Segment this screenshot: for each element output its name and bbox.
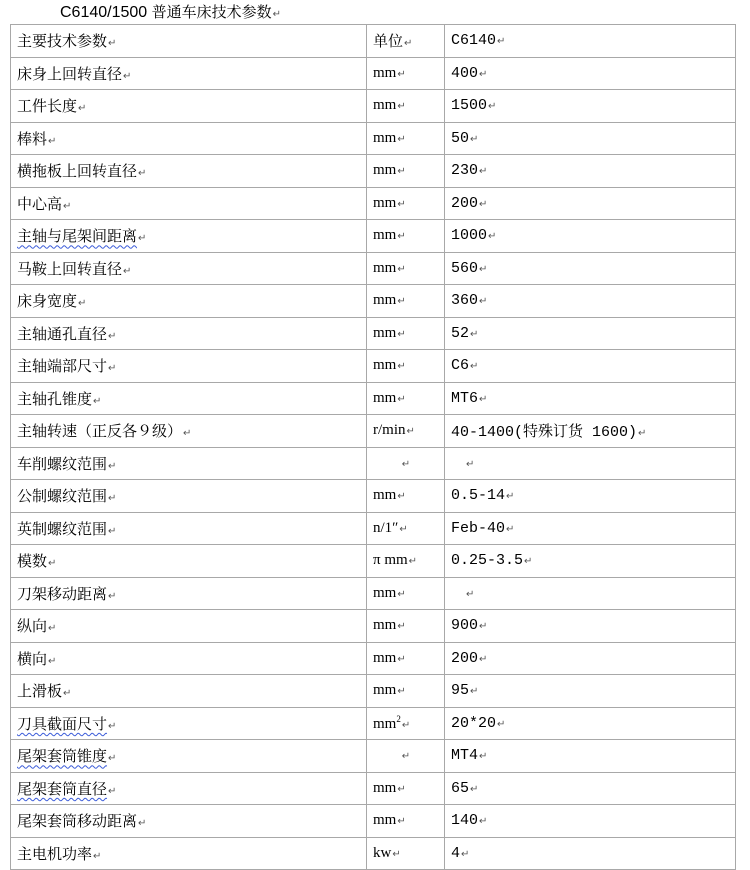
value-cell <box>445 382 736 415</box>
param-cell <box>11 805 367 838</box>
value-cell <box>445 480 736 513</box>
unit-cell <box>367 707 445 740</box>
unit-text: mm <box>373 259 397 276</box>
document-title <box>60 1 281 23</box>
unit-cell <box>367 642 445 675</box>
table-row <box>11 642 736 675</box>
table-row <box>11 707 736 740</box>
value-cell <box>445 837 736 870</box>
paragraph-mark: ↵ <box>466 458 475 470</box>
paragraph-mark: ↵ <box>63 688 72 700</box>
paragraph-mark: ↵ <box>48 558 57 570</box>
param-name: 公制螺纹范围 <box>17 487 108 506</box>
unit-cell <box>367 740 445 773</box>
paragraph-mark: ↵ <box>479 621 488 633</box>
paragraph-mark: ↵ <box>488 231 497 243</box>
value-cell <box>445 155 736 188</box>
paragraph-mark: ↵ <box>392 848 401 860</box>
header-value-cell <box>445 25 736 58</box>
paragraph-mark: ↵ <box>397 263 406 275</box>
paragraph-mark: ↵ <box>470 686 479 698</box>
header-param: 主要技术参数 <box>17 32 108 51</box>
param-cell <box>11 155 367 188</box>
value-cell <box>445 317 736 350</box>
value-cell <box>445 740 736 773</box>
value-text: 200 <box>451 649 479 667</box>
table-row <box>11 837 736 870</box>
table-row <box>11 805 736 838</box>
param-cell <box>11 740 367 773</box>
unit-cell <box>367 220 445 253</box>
unit-superscript: 2 <box>396 713 401 724</box>
param-cell <box>11 317 367 350</box>
unit-cell <box>367 447 445 480</box>
param-cell <box>11 610 367 643</box>
table-row <box>11 772 736 805</box>
paragraph-mark: ↵ <box>397 783 406 795</box>
table-row <box>11 740 736 773</box>
header-unit-cell <box>367 25 445 58</box>
table-row <box>11 57 736 90</box>
paragraph-mark: ↵ <box>397 621 406 633</box>
param-cell <box>11 642 367 675</box>
param-name: 横向 <box>17 649 48 668</box>
paragraph-mark: ↵ <box>466 588 475 600</box>
value-text: 1500 <box>451 97 488 115</box>
paragraph-mark: ↵ <box>479 816 488 828</box>
paragraph-mark: ↵ <box>108 493 117 505</box>
unit-cell <box>367 837 445 870</box>
spec-table-body <box>11 25 736 870</box>
unit-text: mm <box>373 617 397 634</box>
paragraph-mark: ↵ <box>397 588 406 600</box>
param-name: 纵向 <box>17 617 48 636</box>
unit-cell <box>367 415 445 448</box>
value-text: 900 <box>451 617 479 635</box>
paragraph-mark: ↵ <box>108 363 117 375</box>
param-cell <box>11 350 367 383</box>
paragraph-mark: ↵ <box>524 556 533 568</box>
paragraph-mark: ↵ <box>479 653 488 665</box>
value-text: 20*20 <box>451 714 497 732</box>
unit-text: mm <box>373 194 397 211</box>
unit-cell <box>367 122 445 155</box>
param-name: 工件长度 <box>17 97 78 116</box>
param-name: 中心高 <box>17 194 63 213</box>
value-text: 0.5-14 <box>451 487 506 505</box>
param-cell <box>11 187 367 220</box>
unit-text: π mm <box>373 552 408 569</box>
table-row <box>11 512 736 545</box>
table-row <box>11 252 736 285</box>
value-cell <box>445 122 736 155</box>
unit-cell <box>367 382 445 415</box>
param-cell <box>11 707 367 740</box>
value-cell <box>445 772 736 805</box>
unit-text: mm <box>373 812 397 829</box>
paragraph-mark: ↵ <box>397 361 406 373</box>
unit-cell <box>367 610 445 643</box>
value-cell <box>445 545 736 578</box>
param-name: 主轴与尾架间距离 <box>17 227 138 246</box>
param-name: 横拖板上回转直径 <box>17 162 138 181</box>
paragraph-mark: ↵ <box>506 523 515 535</box>
param-cell <box>11 122 367 155</box>
header-unit: 单位 <box>373 32 404 51</box>
param-name: 模数 <box>17 552 48 571</box>
paragraph-mark: ↵ <box>488 101 497 113</box>
unit-cell <box>367 285 445 318</box>
table-row <box>11 610 736 643</box>
paragraph-mark: ↵ <box>63 200 72 212</box>
table-row <box>11 122 736 155</box>
table-row <box>11 285 736 318</box>
param-cell <box>11 512 367 545</box>
title-text: 普通车床技术参数 <box>151 3 272 21</box>
value-text: 1000 <box>451 227 488 245</box>
unit-text: mm <box>373 682 397 699</box>
paragraph-mark: ↵ <box>479 198 488 210</box>
value-text: 560 <box>451 259 479 277</box>
param-cell <box>11 837 367 870</box>
value-cell <box>445 220 736 253</box>
table-row <box>11 447 736 480</box>
paragraph-mark: ↵ <box>123 70 132 82</box>
header-value: C6140 <box>451 32 497 50</box>
table-row <box>11 675 736 708</box>
paragraph-mark: ↵ <box>470 133 479 145</box>
param-name: 尾架套筒移动距离 <box>17 812 138 831</box>
paragraph-mark: ↵ <box>108 525 117 537</box>
paragraph-mark: ↵ <box>108 720 117 732</box>
unit-cell <box>367 187 445 220</box>
value-text: 360 <box>451 292 479 310</box>
param-cell <box>11 675 367 708</box>
unit-text: kw <box>373 844 392 861</box>
unit-text: mm <box>373 389 397 406</box>
unit-text: r/min <box>373 422 406 439</box>
paragraph-mark: ↵ <box>48 655 57 667</box>
paragraph-mark: ↵ <box>399 523 408 535</box>
param-name: 马鞍上回转直径 <box>17 259 123 278</box>
table-row <box>11 155 736 188</box>
value-cell <box>445 577 736 610</box>
unit-cell <box>367 480 445 513</box>
paragraph-mark: ↵ <box>108 38 117 50</box>
value-cell <box>445 350 736 383</box>
paragraph-mark: ↵ <box>397 491 406 503</box>
table-header-row <box>11 25 736 58</box>
value-cell <box>445 675 736 708</box>
paragraph-mark: ↵ <box>397 198 406 210</box>
paragraph-mark: ↵ <box>406 426 415 438</box>
param-name: 尾架套筒直径 <box>17 779 108 798</box>
paragraph-mark: ↵ <box>479 263 488 275</box>
unit-text: mm <box>373 487 397 504</box>
table-row <box>11 382 736 415</box>
value-text: 65 <box>451 779 470 797</box>
value-text: C6 <box>451 357 470 375</box>
paragraph-mark: ↵ <box>479 296 488 308</box>
paragraph-mark: ↵ <box>401 751 411 763</box>
paragraph-mark: ↵ <box>638 428 647 440</box>
paragraph-mark: ↵ <box>138 168 147 180</box>
unit-cell <box>367 545 445 578</box>
value-text: MT6 <box>451 389 479 407</box>
param-cell <box>11 252 367 285</box>
param-cell <box>11 447 367 480</box>
table-row <box>11 480 736 513</box>
param-name: 英制螺纹范围 <box>17 519 108 538</box>
paragraph-mark: ↵ <box>397 328 406 340</box>
paragraph-mark: ↵ <box>479 68 488 80</box>
unit-cell <box>367 805 445 838</box>
paragraph-mark: ↵ <box>506 491 515 503</box>
value-cell <box>445 252 736 285</box>
paragraph-mark: ↵ <box>479 393 488 405</box>
value-cell <box>445 447 736 480</box>
paragraph-mark: ↵ <box>479 751 488 763</box>
paragraph-mark: ↵ <box>108 590 117 602</box>
paragraph-mark: ↵ <box>461 848 470 860</box>
param-name: 主轴孔锥度 <box>17 389 93 408</box>
paragraph-mark: ↵ <box>497 36 506 48</box>
paragraph-mark: ↵ <box>108 330 117 342</box>
paragraph-mark: ↵ <box>397 686 406 698</box>
param-name: 床身宽度 <box>17 292 78 311</box>
param-cell <box>11 415 367 448</box>
paragraph-mark: ↵ <box>272 9 282 20</box>
param-cell <box>11 285 367 318</box>
param-name: 刀架移动距离 <box>17 584 108 603</box>
paragraph-mark: ↵ <box>397 166 406 178</box>
param-name: 主电机功率 <box>17 844 93 863</box>
unit-cell <box>367 675 445 708</box>
value-cell <box>445 285 736 318</box>
unit-text: mm <box>373 292 397 309</box>
paragraph-mark: ↵ <box>397 101 406 113</box>
paragraph-mark: ↵ <box>138 233 147 245</box>
paragraph-mark: ↵ <box>397 653 406 665</box>
paragraph-mark: ↵ <box>48 623 57 635</box>
param-name: 主轴通孔直径 <box>17 324 108 343</box>
unit-cell <box>367 317 445 350</box>
value-text: 0.25-3.5 <box>451 552 524 570</box>
param-name: 主轴转速（正反各９级） <box>17 422 183 441</box>
unit-text: mm <box>373 715 397 732</box>
unit-text: mm <box>373 97 397 114</box>
paragraph-mark: ↵ <box>108 753 117 765</box>
table-row <box>11 90 736 123</box>
value-cell <box>445 805 736 838</box>
unit-text: mm <box>373 227 397 244</box>
table-row <box>11 545 736 578</box>
unit-cell <box>367 155 445 188</box>
value-text: Feb-40 <box>451 519 506 537</box>
value-text: MT4 <box>451 747 479 765</box>
paragraph-mark: ↵ <box>138 818 147 830</box>
unit-text: mm <box>373 324 397 341</box>
param-cell <box>11 220 367 253</box>
paragraph-mark: ↵ <box>123 265 132 277</box>
spec-table <box>10 24 736 870</box>
param-name: 棒料 <box>17 129 48 148</box>
paragraph-mark: ↵ <box>183 428 192 440</box>
paragraph-mark: ↵ <box>479 166 488 178</box>
table-row <box>11 220 736 253</box>
paragraph-mark: ↵ <box>470 361 479 373</box>
param-name: 尾架套筒锥度 <box>17 747 108 766</box>
unit-cell <box>367 252 445 285</box>
header-param-cell <box>11 25 367 58</box>
paragraph-mark: ↵ <box>497 718 506 730</box>
unit-cell <box>367 57 445 90</box>
unit-text: n/1″ <box>373 519 399 536</box>
value-cell <box>445 512 736 545</box>
value-cell <box>445 707 736 740</box>
table-row <box>11 187 736 220</box>
param-cell <box>11 545 367 578</box>
paragraph-mark: ↵ <box>78 298 87 310</box>
spec-table-frame <box>10 24 737 870</box>
paragraph-mark: ↵ <box>397 816 406 828</box>
table-row <box>11 317 736 350</box>
value-text: 50 <box>451 129 470 147</box>
value-text: 95 <box>451 682 470 700</box>
value-text: 52 <box>451 324 470 342</box>
paragraph-mark: ↵ <box>397 393 406 405</box>
table-row <box>11 577 736 610</box>
value-cell <box>445 57 736 90</box>
paragraph-mark: ↵ <box>401 458 411 470</box>
value-cell <box>445 90 736 123</box>
paragraph-mark: ↵ <box>48 135 57 147</box>
unit-text: mm <box>373 357 397 374</box>
paragraph-mark: ↵ <box>93 850 102 862</box>
param-name: 上滑板 <box>17 682 63 701</box>
unit-text: mm <box>373 649 397 666</box>
unit-text: mm <box>373 779 397 796</box>
paragraph-mark: ↵ <box>397 231 406 243</box>
unit-text: mm <box>373 584 397 601</box>
unit-text: mm <box>373 129 397 146</box>
value-cell <box>445 610 736 643</box>
unit-cell <box>367 90 445 123</box>
value-text: 200 <box>451 194 479 212</box>
paragraph-mark: ↵ <box>108 460 117 472</box>
paragraph-mark: ↵ <box>470 783 479 795</box>
paragraph-mark: ↵ <box>78 103 87 115</box>
paragraph-mark: ↵ <box>404 38 413 50</box>
value-cell <box>445 642 736 675</box>
unit-text: mm <box>373 162 397 179</box>
value-text: 40-1400(特殊订货 1600) <box>451 424 638 442</box>
value-cell <box>445 187 736 220</box>
value-text: 4 <box>451 844 461 862</box>
table-row <box>11 350 736 383</box>
param-name: 主轴端部尺寸 <box>17 357 108 376</box>
param-name: 车削螺纹范围 <box>17 454 108 473</box>
paragraph-mark: ↵ <box>108 785 117 797</box>
unit-cell <box>367 350 445 383</box>
value-text: 140 <box>451 812 479 830</box>
paragraph-mark: ↵ <box>408 556 418 568</box>
paragraph-mark: ↵ <box>470 328 479 340</box>
param-cell <box>11 772 367 805</box>
paragraph-mark: ↵ <box>397 296 406 308</box>
table-row <box>11 415 736 448</box>
param-name: 刀具截面尺寸 <box>17 714 108 733</box>
paragraph-mark: ↵ <box>401 719 411 731</box>
unit-cell <box>367 772 445 805</box>
unit-cell <box>367 512 445 545</box>
param-name: 床身上回转直径 <box>17 64 123 83</box>
param-cell <box>11 577 367 610</box>
unit-cell <box>367 577 445 610</box>
param-cell <box>11 382 367 415</box>
paragraph-mark: ↵ <box>93 395 102 407</box>
unit-text: mm <box>373 64 397 81</box>
value-cell <box>445 415 736 448</box>
param-cell <box>11 90 367 123</box>
title-model: C6140/1500 <box>60 4 148 21</box>
param-cell <box>11 57 367 90</box>
value-text: 400 <box>451 64 479 82</box>
paragraph-mark: ↵ <box>397 133 406 145</box>
value-text: 230 <box>451 162 479 180</box>
paragraph-mark: ↵ <box>397 68 406 80</box>
param-cell <box>11 480 367 513</box>
